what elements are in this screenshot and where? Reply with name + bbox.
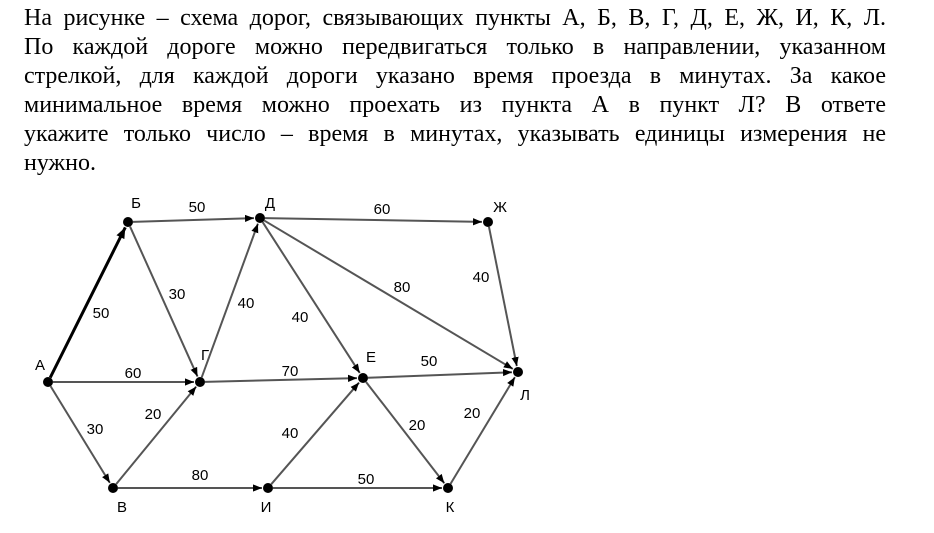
problem-line: нужно. — [24, 150, 96, 176]
problem-line: По каждой дороге можно передвигаться только в направлении, указанном — [24, 34, 886, 60]
edge-D-E — [263, 222, 360, 373]
weight-label-E-L: 50 — [420, 353, 438, 370]
node-label-V: В — [116, 499, 128, 516]
node-I — [263, 483, 273, 493]
node-label-I: И — [260, 499, 272, 516]
node-Zh — [483, 217, 493, 227]
node-G — [195, 377, 205, 387]
edge-D-Zh — [265, 218, 482, 222]
node-label-Zh: Ж — [493, 199, 507, 216]
edge-A-B — [50, 227, 125, 377]
problem-line: На рисунке – схема дорог, связывающих пункты А, Б, В, Г, Д, Е, Ж, И, К, Л. — [24, 5, 886, 31]
edge-E-L — [368, 372, 512, 378]
edge-Zh-L — [489, 227, 517, 366]
node-label-B: Б — [131, 195, 141, 212]
weight-label-I-E: 40 — [281, 425, 299, 442]
weight-label-A-G: 60 — [124, 365, 142, 382]
problem-line: стрелкой, для каждой дороги указано время проезда в минутах. За какое — [24, 63, 886, 89]
edge-K-L — [451, 377, 515, 484]
weight-label-V-G: 20 — [144, 406, 162, 423]
edges-layer — [50, 218, 517, 488]
node-label-K: К — [445, 499, 455, 516]
node-label-L: Л — [520, 387, 530, 404]
node-label-E: Е — [365, 349, 377, 366]
problem-line: укажите только число – время в минутах, указывать единицы измерения не — [24, 121, 886, 147]
weight-label-G-E: 70 — [281, 363, 299, 380]
edge-B-G — [130, 227, 197, 377]
weight-label-D-E: 40 — [291, 309, 309, 326]
weight-label-E-K: 20 — [408, 417, 426, 434]
weight-label-D-Zh: 60 — [373, 201, 391, 218]
weight-label-G-D: 40 — [237, 295, 255, 312]
node-label-A: А — [34, 357, 46, 374]
node-labels-layer — [35, 195, 530, 516]
weight-label-V-I: 80 — [191, 467, 209, 484]
node-B — [123, 217, 133, 227]
weight-label-I-K: 50 — [357, 471, 375, 488]
node-L — [513, 367, 523, 377]
edge-E-K — [366, 382, 444, 483]
node-D — [255, 213, 265, 223]
edge-V-G — [116, 387, 196, 484]
edge-D-L — [264, 221, 513, 369]
weight-label-B-G: 30 — [168, 286, 186, 303]
weight-label-K-L: 20 — [463, 405, 481, 422]
node-label-G: Г — [200, 347, 210, 364]
problem-line: минимальное время можно проехать из пункта А в пункт Л? В ответе — [24, 92, 886, 118]
weight-label-Zh-L: 40 — [472, 269, 490, 286]
node-A — [43, 377, 53, 387]
node-label-D: Д — [264, 195, 276, 212]
node-E — [358, 373, 368, 383]
edge-B-D — [133, 218, 254, 222]
weight-label-B-D: 50 — [188, 199, 206, 216]
weight-label-A-B: 50 — [92, 305, 110, 322]
weights-layer — [87, 199, 490, 488]
node-V — [108, 483, 118, 493]
weight-label-A-V: 30 — [86, 421, 104, 438]
node-K — [443, 483, 453, 493]
weight-label-D-L: 80 — [393, 279, 411, 296]
